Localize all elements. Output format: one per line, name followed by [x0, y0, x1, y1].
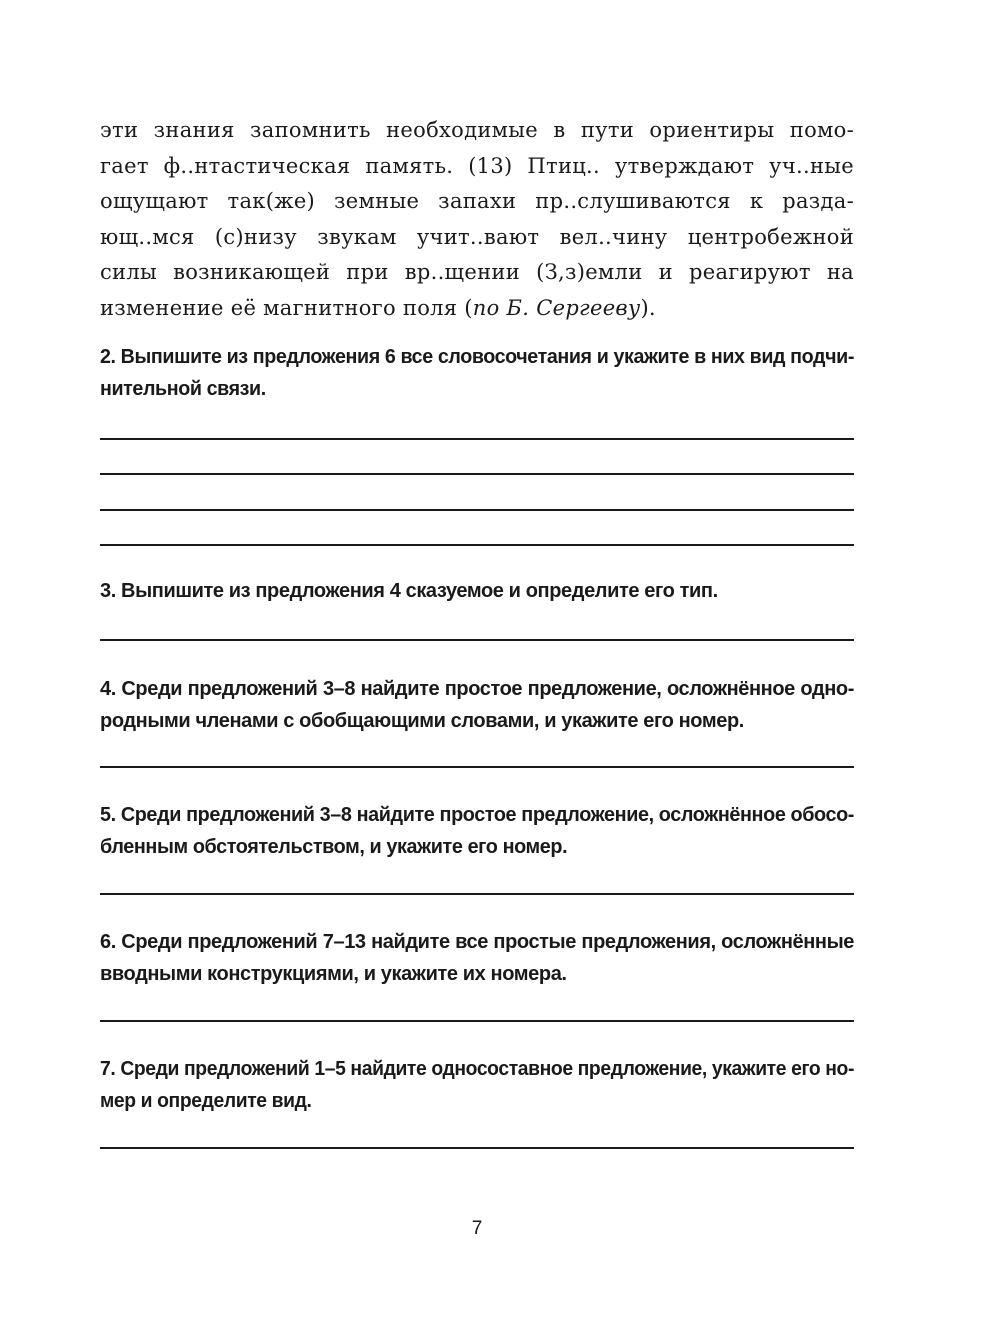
- page-number: 7: [471, 1218, 483, 1239]
- passage-line: эти знания запомнить необходимые в пути ориентиры помо-: [100, 118, 854, 142]
- task-text-line: 6. Среди предложений 7–13 найдите все простые предложения, осложнённые: [100, 931, 854, 953]
- answer-line[interactable]: [100, 1020, 854, 1022]
- answer-line[interactable]: [100, 893, 854, 895]
- passage-line-end: ).: [640, 295, 656, 320]
- answer-line[interactable]: [100, 544, 854, 546]
- task-text-line: 3. Выпишите из предложения 4 сказуемое и определите его тип.: [100, 580, 718, 602]
- task-text-line: родными членами с обобщающими словами, и укажите его номер.: [100, 710, 744, 732]
- answer-line[interactable]: [100, 473, 854, 475]
- task-text-line: 5. Среди предложений 3–8 найдите простое предложение, осложнённое обосо-: [100, 804, 854, 826]
- answer-line[interactable]: [100, 766, 854, 768]
- text-passage: [100, 113, 854, 327]
- answer-line[interactable]: [100, 509, 854, 511]
- passage-last-line: [100, 291, 854, 327]
- task-4: [100, 673, 854, 737]
- task-7: [100, 1053, 854, 1117]
- answer-line[interactable]: [100, 438, 854, 440]
- task-text-line: 4. Среди предложений 3–8 найдите простое предложение, осложнённое одно-: [100, 678, 854, 700]
- task-3: [100, 575, 854, 607]
- passage-line: гает ф..нтастическая память. (13) Птиц.. утверждают уч..ные: [100, 153, 854, 178]
- task-5: [100, 799, 854, 863]
- passage-line: ощущают так(же) земные запахи пр..слушиваются к разда-: [100, 189, 854, 214]
- task-text-line: бленным обстоятельством, и укажите его номер.: [100, 836, 568, 858]
- task-text-line: мер и определите вид.: [100, 1090, 312, 1112]
- task-2: [100, 341, 854, 405]
- source-attribution: по Б. Сергееву: [472, 295, 641, 320]
- passage-line: силы возникающей при вр..щении (З,з)емли и реагируют на: [100, 260, 854, 285]
- task-text-line: нительной связи.: [100, 378, 266, 400]
- passage-line: ющ..мся (с)низу звукам учит..вают вел..чину центробежной: [100, 224, 854, 249]
- task-6: [100, 926, 854, 990]
- task-text-line: вводными конструкциями, и укажите их номера.: [100, 963, 567, 985]
- answer-line[interactable]: [100, 639, 854, 641]
- task-text-line: 7. Среди предложений 1–5 найдите односоставное предложение, укажите его но-: [100, 1058, 854, 1080]
- task-text-line: 2. Выпишите из предложения 6 все словосочетания и укажите в них вид подчи-: [100, 346, 854, 368]
- passage-line-text: изменение её магнитного поля (: [100, 295, 473, 320]
- answer-line[interactable]: [100, 1147, 854, 1149]
